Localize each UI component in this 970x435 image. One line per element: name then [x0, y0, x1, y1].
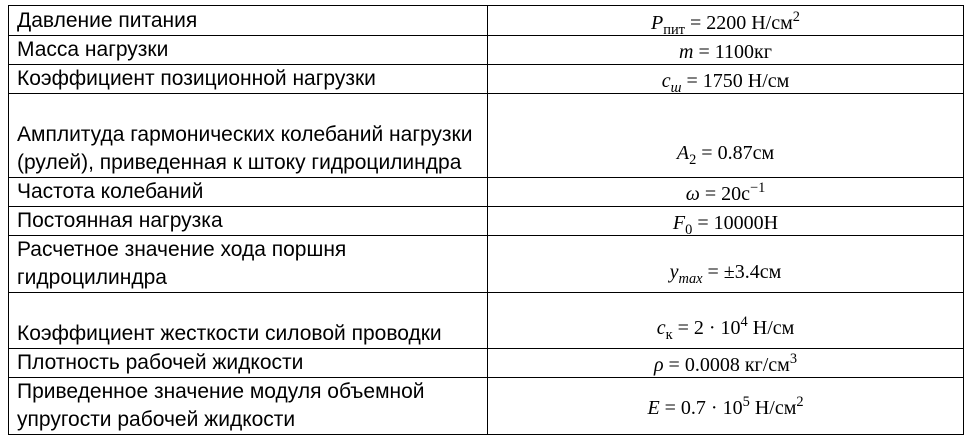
parameter-value: $A_2 = 0.87см$: [488, 94, 964, 178]
parameter-name: Коэффициент позиционной нагрузки: [9, 65, 488, 94]
parameter-value: $y_{max} = \pm 3.4см$: [488, 236, 964, 293]
table-row: [9, 94, 964, 178]
table-row: [9, 236, 964, 293]
table-row: [9, 6, 964, 36]
parameter-name: Постоянная нагрузка: [9, 207, 488, 236]
parameter-name: Приведенное значение модуля объемной упругости рабочей жидкости: [9, 378, 488, 435]
table-row: [9, 178, 964, 207]
parameter-name: Частота колебаний: [9, 178, 488, 207]
parameter-name: Коэффициент жесткости силовой проводки: [9, 293, 488, 349]
parameter-name: Расчетное значение хода поршня гидроцилиндра: [9, 236, 488, 293]
parameters-table: [8, 5, 964, 435]
parameter-value: $F_0 = 10000Н$: [488, 207, 964, 236]
table-row: [9, 36, 964, 65]
parameter-value: m = 1100кг: [488, 36, 964, 65]
parameter-value: $c_ш = 1750$ Н/см: [488, 65, 964, 94]
parameter-value: $c_к = 2 \cdot 10^4$ Н/см: [488, 293, 964, 349]
parameter-value: $P_{пит} = 2200$ $Н/см^2$: [488, 6, 964, 36]
table-row: [9, 293, 964, 349]
parameter-name: Масса нагрузки: [9, 36, 488, 65]
parameter-value: ρ = 0.0008 $кг/см^3$: [488, 349, 964, 378]
parameter-value: $E = 0.7 \cdot 10^5$ $Н/см^2$: [488, 378, 964, 435]
table-row: [9, 349, 964, 378]
table-row: [9, 65, 964, 94]
parameter-value: $\omega = 20с^{-1}$: [488, 178, 964, 207]
table-row: [9, 378, 964, 435]
parameter-name: Плотность рабочей жидкости: [9, 349, 488, 378]
parameter-name: Давление питания: [9, 6, 488, 36]
parameter-name: Амплитуда гармонических колебаний нагрузки (рулей), приведенная к штоку гидроцилиндра: [9, 94, 488, 178]
table-row: [9, 207, 964, 236]
